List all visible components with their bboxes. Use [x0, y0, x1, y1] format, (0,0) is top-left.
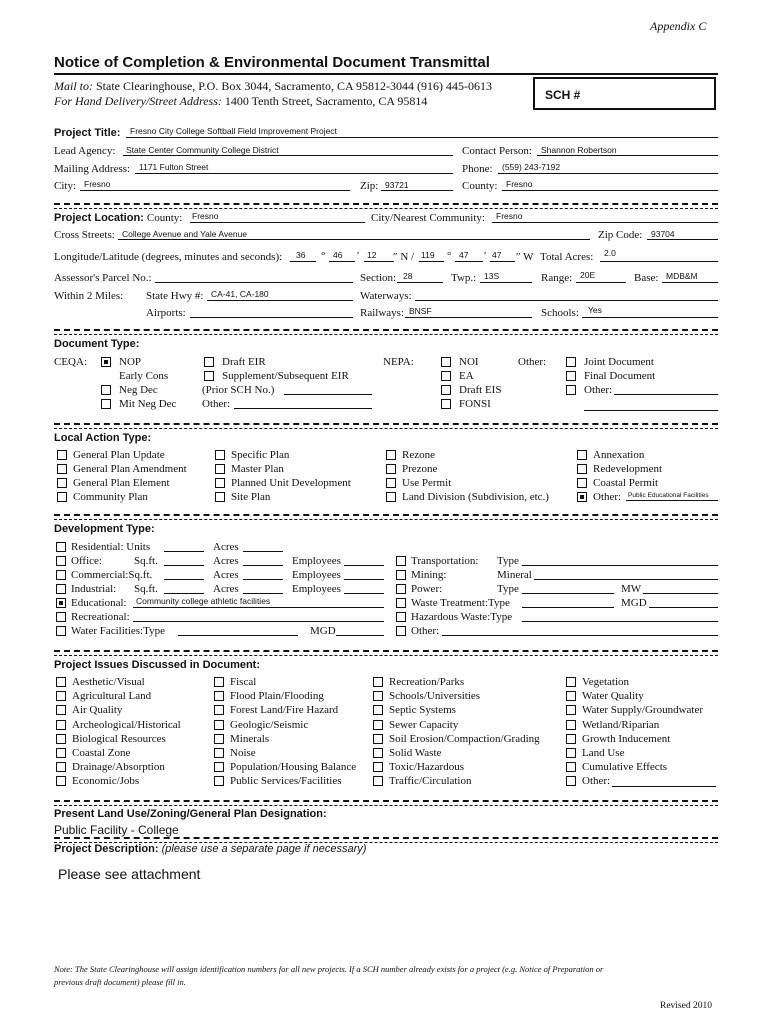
issue-label: Coastal Zone	[72, 747, 131, 759]
local-action-label: Use Permit	[402, 477, 452, 489]
issue-checkbox[interactable]	[373, 691, 383, 701]
issue-label: Drainage/Absorption	[72, 761, 165, 774]
ceqa-nop-checkbox[interactable]	[101, 357, 111, 367]
development-type-heading: Development Type:	[54, 523, 155, 535]
document-type-heading: Document Type:	[54, 338, 140, 350]
issue-checkbox[interactable]	[56, 776, 66, 786]
township-field[interactable]: 13S	[484, 271, 500, 281]
issue-label: Wetland/Riparian	[582, 718, 660, 731]
page-title: Notice of Completion & Environmental Document Transmittal	[54, 54, 490, 71]
local-action-checkbox[interactable]	[215, 478, 225, 488]
issue-checkbox[interactable]	[56, 748, 66, 758]
footer-note: Note: The State Clearinghouse will assign identification numbers for all new projects. If a SCH number already exists for a project (e.g. Notice of Preparation or	[54, 964, 604, 974]
issue-checkbox[interactable]	[214, 762, 224, 772]
issue-label: Sewer Capacity	[389, 718, 459, 731]
issue-checkbox[interactable]	[373, 705, 383, 715]
land-use-field[interactable]: Public Facility - College	[54, 823, 179, 837]
issue-checkbox[interactable]	[566, 691, 576, 701]
dev-industrial-checkbox[interactable]	[56, 584, 66, 594]
local-action-label: Planned Unit Development	[231, 477, 351, 489]
issue-checkbox[interactable]	[373, 776, 383, 786]
ceqa-draft-eir-checkbox[interactable]	[204, 357, 214, 367]
dev-residential-checkbox[interactable]	[56, 542, 66, 552]
issue-label: Population/Housing Balance	[230, 761, 357, 774]
issue-label: Geologic/Seismic	[230, 718, 309, 731]
range-field[interactable]: 20E	[580, 270, 596, 280]
dev-commercial-checkbox[interactable]	[56, 570, 66, 580]
issue-checkbox[interactable]	[566, 677, 576, 687]
county-field[interactable]: Fresno	[506, 179, 533, 189]
mail-to-line: Mail to: State Clearinghouse, P.O. Box 3044, Sacramento, CA 95812-3044 (916) 445-0613	[54, 79, 492, 93]
issue-label: Solid Waste	[389, 747, 442, 759]
issue-label: Flood Plain/Flooding	[230, 690, 324, 703]
issue-checkbox[interactable]	[214, 691, 224, 701]
dev-recreational-checkbox[interactable]	[56, 612, 66, 622]
ceqa-neg-dec-checkbox[interactable]	[101, 385, 111, 395]
issue-label: Schools/Universities	[389, 690, 481, 703]
local-action-checkbox[interactable]	[57, 478, 67, 488]
community-field[interactable]: Fresno	[496, 211, 523, 221]
local-action-checkbox[interactable]	[386, 450, 396, 460]
lat-minutes-field[interactable]: 46	[333, 250, 343, 260]
issue-label: Archeological/Historical	[72, 718, 181, 731]
local-action-label: General Plan Update	[73, 449, 165, 461]
issue-checkbox[interactable]	[566, 762, 576, 772]
sch-number-box[interactable]: SCH #	[533, 77, 716, 110]
issue-checkbox[interactable]	[373, 762, 383, 772]
dev-water-facilities-checkbox[interactable]	[56, 626, 66, 636]
issue-label: Agricultural Land	[72, 690, 152, 703]
local-action-label: Site Plan	[231, 491, 271, 503]
dev-educational-checkbox[interactable]	[56, 598, 66, 608]
dev-hazardous-waste-checkbox[interactable]	[396, 612, 406, 622]
nepa-noi-checkbox[interactable]	[441, 357, 451, 367]
local-action-label: Annexation	[593, 449, 645, 461]
local-action-label: Coastal Permit	[593, 477, 659, 489]
issue-label: Other:	[582, 775, 611, 788]
city-field[interactable]: Fresno	[84, 179, 111, 189]
issue-checkbox[interactable]	[56, 720, 66, 730]
final-document-checkbox[interactable]	[566, 371, 576, 381]
issue-label: Forest Land/Fire Hazard	[230, 704, 339, 717]
issue-label: Noise	[230, 747, 256, 759]
dev-power-checkbox[interactable]	[396, 584, 406, 594]
local-action-label: Rezone	[402, 449, 435, 461]
project-title-label: Project Title:	[54, 127, 121, 139]
local-action-checkbox[interactable]	[57, 464, 67, 474]
local-action-label: Community Plan	[73, 491, 148, 503]
local-action-other-field[interactable]: Public Educational Facilities	[628, 492, 709, 499]
issue-checkbox[interactable]	[566, 705, 576, 715]
issue-label: Land Use	[582, 747, 625, 759]
issue-label: Aesthetic/Visual	[72, 676, 145, 688]
joint-document-checkbox[interactable]	[566, 357, 576, 367]
local-action-label: General Plan Amendment	[73, 463, 187, 475]
issue-checkbox[interactable]	[373, 748, 383, 758]
issue-label: Water Quality	[582, 690, 644, 703]
issue-label: Vegetation	[582, 676, 630, 688]
local-action-label: Redevelopment	[593, 463, 663, 475]
local-action-label: Land Division (Subdivision, etc.)	[402, 491, 549, 503]
issue-label: Recreation/Parks	[389, 676, 465, 688]
issue-checkbox[interactable]	[214, 677, 224, 687]
contact-person-field[interactable]: Shannon Robertson	[541, 145, 617, 155]
issue-checkbox[interactable]	[214, 776, 224, 786]
hand-delivery-line: For Hand Delivery/Street Address: 1400 Tenth Street, Sacramento, CA 95814	[54, 94, 428, 108]
project-location-heading: Project Location:	[54, 212, 144, 224]
issue-checkbox[interactable]	[566, 748, 576, 758]
educational-field[interactable]: Community college athletic facilities	[136, 596, 271, 606]
lead-agency-field[interactable]: State Center Community College District	[126, 145, 279, 155]
local-action-checkbox[interactable]	[577, 478, 587, 488]
local-action-checkbox[interactable]	[57, 492, 67, 502]
issue-checkbox[interactable]	[373, 720, 383, 730]
issue-checkbox[interactable]	[214, 705, 224, 715]
footer-note-line-2: previous draft document) please fill in.	[54, 977, 186, 987]
issue-label: Soil Erosion/Compaction/Grading	[389, 732, 540, 745]
lon-minutes-field[interactable]: 47	[459, 250, 469, 260]
section-field[interactable]: 28	[403, 271, 413, 281]
local-action-checkbox[interactable]	[577, 464, 587, 474]
issue-checkbox[interactable]	[56, 691, 66, 701]
local-action-label: Other:	[593, 491, 622, 503]
dev-transportation-checkbox[interactable]	[396, 556, 406, 566]
appendix-label: Appendix C	[650, 19, 707, 33]
issue-label: Water Supply/Groundwater	[582, 704, 703, 717]
issue-checkbox[interactable]	[214, 748, 224, 758]
dev-waste-treatment-checkbox[interactable]	[396, 598, 406, 608]
issue-label: Biological Resources	[72, 732, 166, 745]
location-zip-field[interactable]: 93704	[651, 229, 675, 239]
ceqa-mit-neg-dec-checkbox[interactable]	[101, 399, 111, 409]
issue-checkbox[interactable]	[56, 705, 66, 715]
nepa-draft-eis-checkbox[interactable]	[441, 385, 451, 395]
local-action-checkbox[interactable]	[386, 464, 396, 474]
issue-label: Traffic/Circulation	[389, 775, 472, 788]
local-action-checkbox[interactable]	[386, 478, 396, 488]
issue-label: Septic Systems	[389, 704, 456, 717]
nepa-fonsi-checkbox[interactable]	[441, 399, 451, 409]
doc-other-checkbox[interactable]	[566, 385, 576, 395]
local-action-checkbox[interactable]	[386, 492, 396, 502]
lon-seconds-field[interactable]: 47	[492, 250, 502, 260]
project-issues-heading: Project Issues Discussed in Document:	[54, 659, 261, 671]
local-action-checkbox[interactable]	[215, 450, 225, 460]
nepa-ea-checkbox[interactable]	[441, 371, 451, 381]
local-action-heading: Local Action Type:	[54, 432, 152, 444]
issue-label: Growth Inducement	[582, 732, 671, 745]
issue-checkbox[interactable]	[566, 720, 576, 730]
local-action-label: General Plan Element	[73, 477, 170, 489]
issue-checkbox[interactable]	[373, 734, 383, 744]
project-title-field[interactable]: Fresno City College Softball Field Improvement Project	[130, 126, 337, 136]
issue-label: Public Services/Facilities	[230, 775, 342, 788]
issue-label: Air Quality	[72, 704, 123, 717]
land-use-heading: Present Land Use/Zoning/General Plan Designation:	[54, 808, 327, 820]
mailing-address-field[interactable]: 1171 Fulton Street	[139, 162, 209, 172]
local-action-label: Master Plan	[231, 463, 284, 475]
phone-field[interactable]: (559) 243-7192	[502, 162, 561, 172]
local-action-checkbox[interactable]	[577, 492, 587, 502]
railways-field[interactable]: BNSF	[409, 306, 432, 316]
dev-mining-checkbox[interactable]	[396, 570, 406, 580]
issue-checkbox[interactable]	[56, 762, 66, 772]
local-action-checkbox[interactable]	[57, 450, 67, 460]
lat-degrees-field[interactable]: 36	[296, 250, 306, 260]
lat-seconds-field[interactable]: 12	[367, 250, 377, 260]
base-field[interactable]: MDB&M	[666, 271, 698, 281]
total-acres-field[interactable]: 2.0	[604, 248, 616, 258]
issue-checkbox[interactable]	[214, 720, 224, 730]
issue-checkbox[interactable]	[56, 734, 66, 744]
project-description-field[interactable]: Please see attachment	[58, 866, 201, 882]
state-hwy-field[interactable]: CA-41, CA-180	[211, 289, 269, 299]
issue-checkbox[interactable]	[373, 677, 383, 687]
ceqa-supplement-checkbox[interactable]	[204, 371, 214, 381]
issue-label: Fiscal	[230, 676, 257, 688]
local-action-checkbox[interactable]	[215, 492, 225, 502]
issue-label: Minerals	[230, 732, 270, 745]
cross-streets-field[interactable]: College Avenue and Yale Avenue	[122, 229, 248, 239]
lon-degrees-field[interactable]: 119	[421, 250, 435, 260]
schools-field[interactable]: Yes	[588, 305, 602, 315]
local-action-checkbox[interactable]	[577, 450, 587, 460]
project-description-heading: Project Description: (please use a separate page if necessary)	[54, 843, 367, 855]
local-action-label: Specific Plan	[231, 449, 290, 461]
issue-checkbox[interactable]	[56, 677, 66, 687]
zip-field[interactable]: 93721	[385, 180, 409, 190]
issue-label: Economic/Jobs	[72, 775, 140, 788]
local-action-checkbox[interactable]	[215, 464, 225, 474]
issue-checkbox[interactable]	[214, 734, 224, 744]
dev-other-checkbox[interactable]	[396, 626, 406, 636]
issue-checkbox[interactable]	[566, 776, 576, 786]
issue-checkbox[interactable]	[566, 734, 576, 744]
revised-label: Revised 2010	[660, 1001, 712, 1011]
issue-label: Toxic/Hazardous	[389, 761, 464, 774]
issue-label: Cumulative Effects	[582, 761, 668, 774]
location-county-field[interactable]: Fresno	[192, 211, 219, 221]
local-action-label: Prezone	[402, 463, 438, 475]
dev-office-checkbox[interactable]	[56, 556, 66, 566]
